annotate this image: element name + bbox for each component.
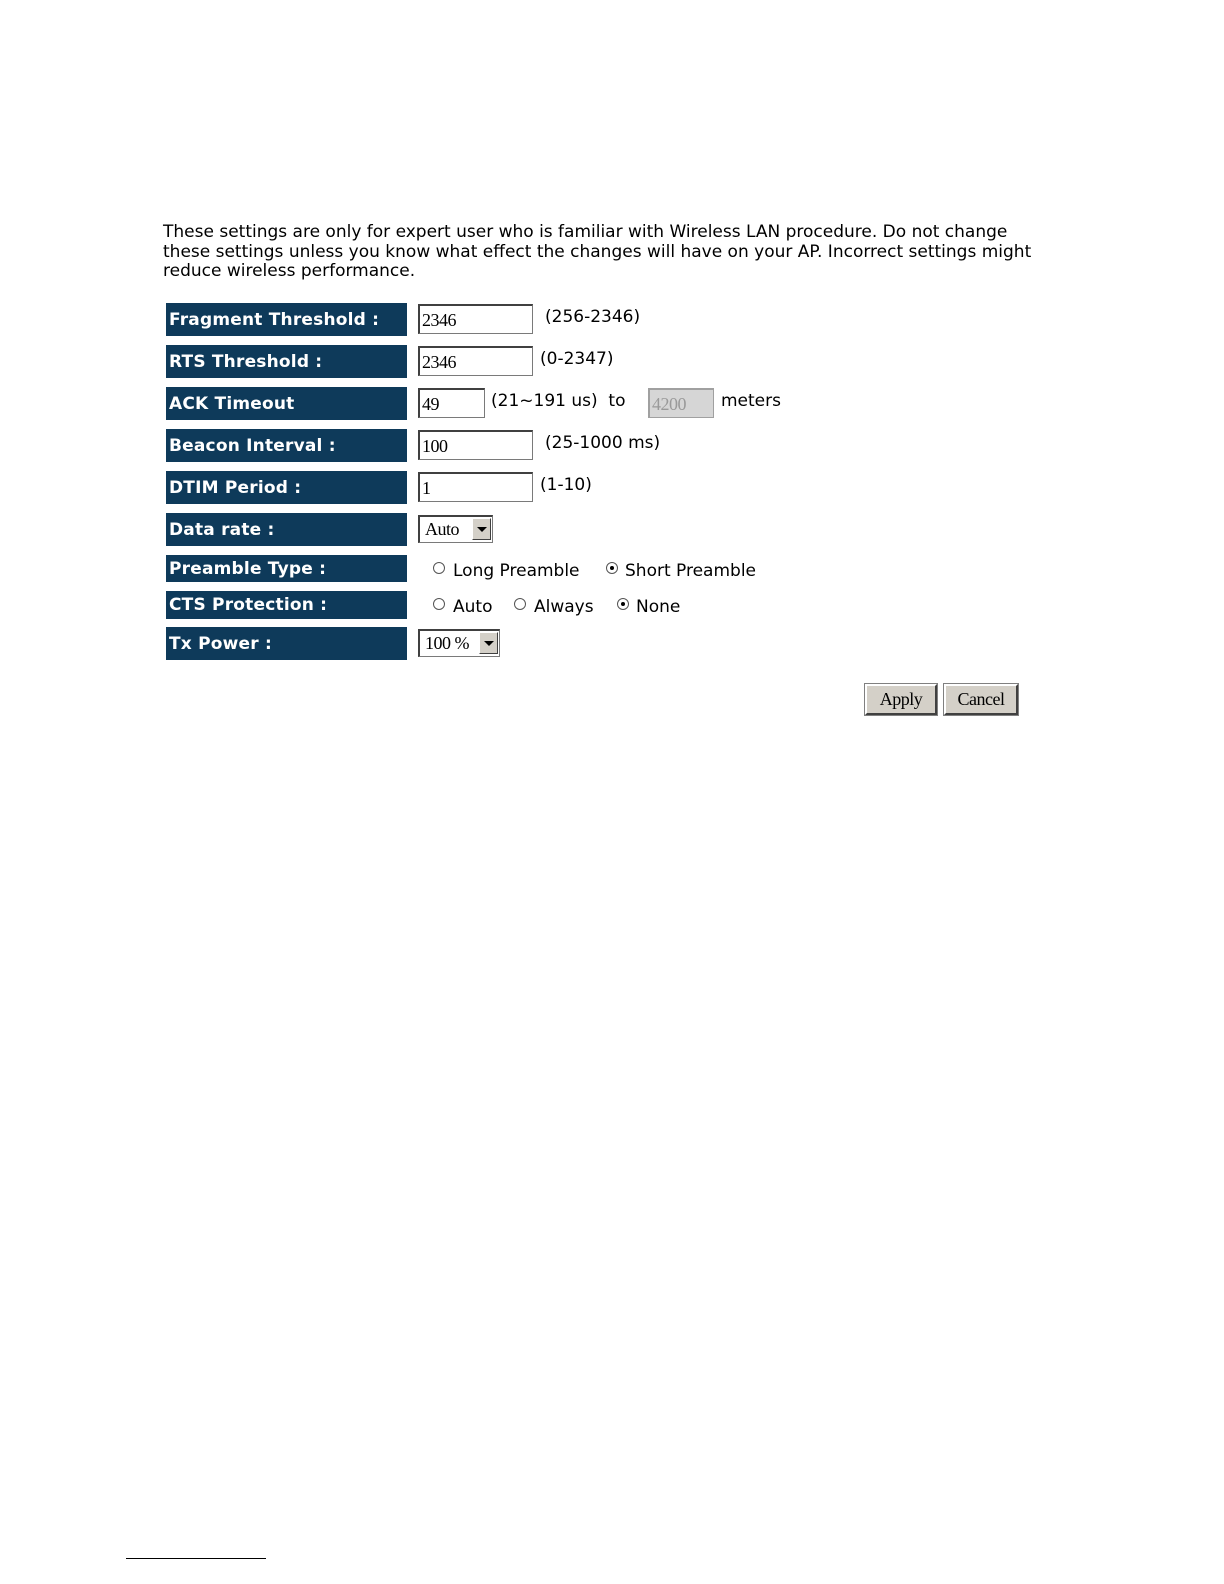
ack-timeout-hint: (21~191 us) to bbox=[491, 391, 626, 411]
chevron-down-icon[interactable] bbox=[479, 632, 498, 654]
tx-power-value: 100 % bbox=[425, 633, 469, 653]
ack-distance-input: 4200 bbox=[648, 388, 714, 418]
long-preamble-label: Long Preamble bbox=[453, 561, 580, 581]
dtim-period-hint: (1-10) bbox=[540, 475, 592, 495]
data-rate-label: Data rate : bbox=[166, 513, 407, 546]
preamble-type-label: Preamble Type : bbox=[166, 555, 407, 582]
beacon-interval-hint: (25-1000 ms) bbox=[545, 433, 661, 453]
beacon-interval-input[interactable]: 100 bbox=[418, 430, 533, 460]
radio-cts-always[interactable] bbox=[514, 598, 526, 610]
short-preamble-label: Short Preamble bbox=[625, 561, 757, 581]
dtim-period-input[interactable]: 1 bbox=[418, 472, 533, 502]
data-rate-value: Auto bbox=[425, 519, 459, 539]
apply-button[interactable]: Apply bbox=[865, 684, 937, 715]
cts-none-label: None bbox=[636, 597, 681, 617]
fragment-threshold-hint: (256-2346) bbox=[545, 307, 641, 327]
cts-protection-label: CTS Protection : bbox=[166, 591, 407, 619]
intro-text: These settings are only for expert user who is familiar with Wireless LAN procedure. Do not change these settings unless you know what effect the changes will have on your AP. Incorrect settings might reduce wireless performance. bbox=[163, 222, 1032, 281]
cancel-button[interactable]: Cancel bbox=[944, 684, 1018, 715]
ack-timeout-label: ACK Timeout bbox=[166, 387, 407, 420]
radio-long-preamble[interactable] bbox=[433, 562, 445, 574]
radio-short-preamble[interactable] bbox=[606, 562, 618, 574]
chevron-down-icon[interactable] bbox=[472, 518, 491, 540]
rts-threshold-label: RTS Threshold : bbox=[166, 345, 407, 378]
ack-distance-unit: meters bbox=[721, 391, 781, 411]
cts-auto-label: Auto bbox=[453, 597, 493, 617]
data-rate-select[interactable] bbox=[418, 515, 493, 543]
radio-cts-none[interactable] bbox=[617, 598, 629, 610]
rts-threshold-input[interactable]: 2346 bbox=[418, 346, 533, 376]
radio-cts-auto[interactable] bbox=[433, 598, 445, 610]
rts-threshold-hint: (0-2347) bbox=[540, 349, 614, 369]
dtim-period-label: DTIM Period : bbox=[166, 471, 407, 504]
fragment-threshold-input[interactable]: 2346 bbox=[418, 304, 533, 334]
ack-timeout-input[interactable]: 49 bbox=[418, 388, 485, 418]
footer-rule bbox=[126, 1558, 266, 1559]
beacon-interval-label: Beacon Interval : bbox=[166, 429, 407, 462]
fragment-threshold-label: Fragment Threshold : bbox=[166, 303, 407, 336]
tx-power-label: Tx Power : bbox=[166, 627, 407, 660]
tx-power-select[interactable] bbox=[418, 629, 500, 657]
cts-always-label: Always bbox=[534, 597, 594, 617]
